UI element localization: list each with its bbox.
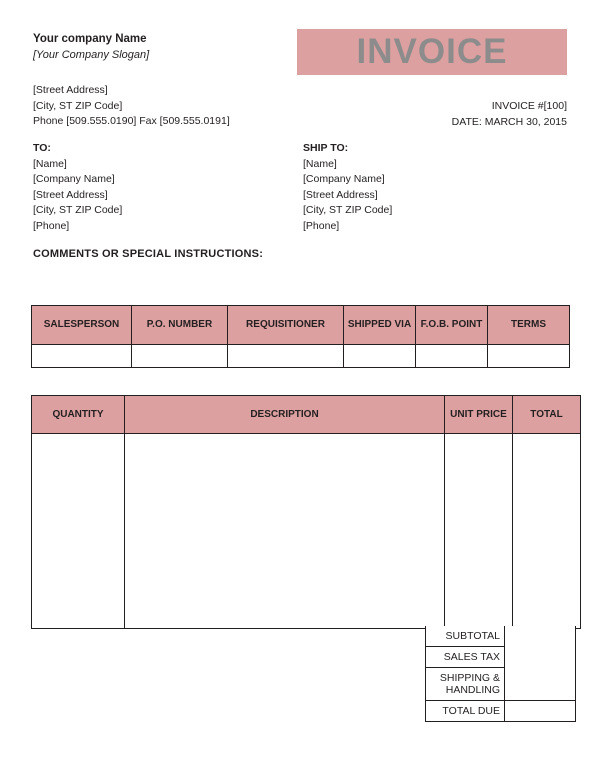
cell-description[interactable] (125, 434, 445, 629)
sales-info-table (31, 305, 570, 368)
table-header-row (32, 396, 581, 434)
bill-to-block (33, 141, 122, 234)
value-sales-tax[interactable] (505, 647, 576, 668)
col-total: TOTAL (513, 396, 581, 434)
company-name: Your company Name (33, 33, 147, 45)
sender-city: [City, ST ZIP Code] (33, 99, 123, 112)
value-subtotal[interactable] (505, 626, 576, 647)
invoice-number: INVOICE #[100] (491, 100, 567, 112)
invoice-meta (452, 99, 567, 130)
ship-to-line: [City, ST ZIP Code] (303, 204, 393, 216)
col-po-number: P.O. NUMBER (132, 306, 228, 345)
col-quantity: QUANTITY (32, 396, 125, 434)
table-row (32, 345, 570, 368)
bill-to-title: TO: (33, 142, 51, 154)
col-terms: TERMS (488, 306, 570, 345)
label-subtotal: SUBTOTAL (426, 626, 505, 647)
ship-to-line: [Street Address] (303, 188, 378, 201)
col-fob-point: F.O.B. POINT (416, 306, 488, 345)
company-slogan: [Your Company Slogan] (33, 49, 150, 61)
ship-to-line: [Phone] (303, 219, 340, 232)
totals-row (426, 626, 576, 647)
table-row (32, 434, 581, 629)
cell-unit-price[interactable] (445, 434, 513, 629)
cell-shipped-via[interactable] (344, 345, 416, 368)
totals-table (425, 626, 576, 722)
bill-to-line: [Company Name] (33, 173, 115, 185)
cell-salesperson[interactable] (32, 345, 132, 368)
invoice-date: DATE: MARCH 30, 2015 (451, 115, 567, 128)
label-total-due: TOTAL DUE (426, 701, 505, 722)
table-header-row (32, 306, 570, 345)
bill-to-line: [Name] (33, 157, 67, 170)
col-unit-price: UNIT PRICE (445, 396, 513, 434)
label-sales-tax: SALES TAX (426, 647, 505, 668)
col-salesperson: SALESPERSON (32, 306, 132, 345)
cell-requisitioner[interactable] (228, 345, 344, 368)
ship-to-line: [Name] (303, 157, 337, 170)
col-shipped-via: SHIPPED VIA (344, 306, 416, 345)
sender-street: [Street Address] (33, 84, 108, 96)
col-requisitioner: REQUISITIONER (228, 306, 344, 345)
value-total-due[interactable] (505, 701, 576, 722)
cell-fob-point[interactable] (416, 345, 488, 368)
cell-quantity[interactable] (32, 434, 125, 629)
col-description: DESCRIPTION (125, 396, 445, 434)
line-items-table (31, 395, 581, 629)
totals-row (426, 668, 576, 701)
cell-total[interactable] (513, 434, 581, 629)
invoice-banner-title: INVOICE (356, 32, 508, 71)
cell-terms[interactable] (488, 345, 570, 368)
sender-phone-fax: Phone [509.555.0190] Fax [509.555.0191] (33, 115, 230, 127)
bill-to-line: [Phone] (33, 219, 70, 232)
ship-to-block (303, 141, 392, 234)
cell-po-number[interactable] (132, 345, 228, 368)
value-shipping-handling[interactable] (505, 668, 576, 701)
bill-to-line: [Street Address] (33, 188, 108, 201)
bill-to-line: [City, ST ZIP Code] (33, 204, 123, 216)
ship-to-title: SHIP TO: (303, 142, 349, 154)
sender-address (33, 83, 230, 130)
ship-to-line: [Company Name] (303, 173, 385, 185)
totals-row (426, 701, 576, 722)
totals-row (426, 647, 576, 668)
invoice-banner (297, 29, 567, 75)
comments-label: COMMENTS OR SPECIAL INSTRUCTIONS: (33, 248, 264, 260)
label-shipping-handling: SHIPPING & HANDLING (426, 668, 505, 701)
